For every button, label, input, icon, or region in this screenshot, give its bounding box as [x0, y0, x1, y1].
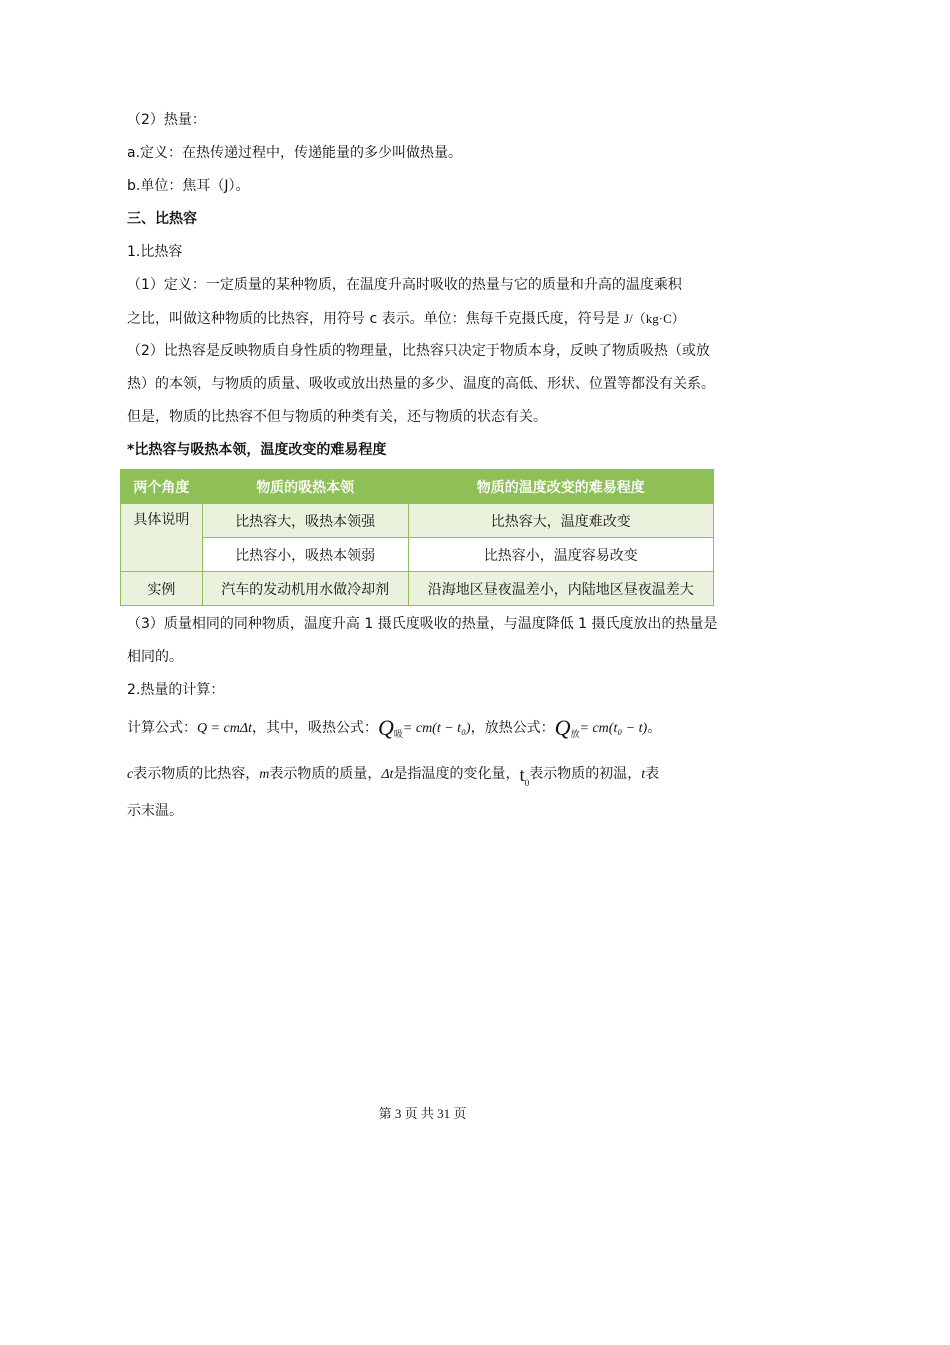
q-release-subscript: 放: [570, 730, 580, 740]
subsection-specific-heat: 1.比热容: [127, 244, 183, 260]
var-t0-sub: 0: [524, 777, 530, 788]
table-cell: 比热容大，温度难改变: [408, 504, 713, 538]
table-cell: 比热容小，吸热本领弱: [202, 538, 408, 572]
paragraph-2: （2）比热容是反映物质自身性质的物理量，比热容只决定于物质本身，反映了物质吸热（或放热）的本领，与物质的质量、吸收或放出热量的多少、温度的高低、形状、位置等都没有关系。但是，物质的比热容不但与物质的种类有关，还与物质的状态有关。: [127, 343, 715, 425]
table-cell: 比热容大，吸热本领强: [202, 504, 408, 538]
var-m: m: [259, 767, 270, 782]
heat-definition: a.定义：在热传递过程中，传递能量的多少叫做热量。: [127, 145, 463, 161]
row-label: 具体说明: [121, 504, 203, 572]
document-body: [127, 104, 719, 467]
desc-text: 是指温度的变化量，: [393, 766, 520, 782]
heat-title: （2）热量：: [127, 112, 206, 128]
desc-text: 表: [645, 766, 660, 782]
var-t0-base: t: [519, 765, 525, 786]
unit-symbol: J/（kg·C）: [624, 311, 685, 326]
formula-end: 。: [647, 720, 662, 736]
table-header-cell: 物质的温度改变的难易程度: [408, 470, 713, 504]
paragraph-3: （3）质量相同的同种物质，温度升高 1 摄氏度吸收的热量，与温度降低 1 摄氏度放出的热量是相同的。: [127, 616, 718, 665]
table-row: [121, 504, 714, 538]
table-header-cell: 两个角度: [121, 470, 203, 504]
q-absorb-symbol: Q: [378, 715, 394, 740]
table-title: *比热容与吸热本领，温度改变的难易程度: [127, 442, 387, 458]
absorb-formula: = cm(t − t₀): [402, 721, 471, 736]
section-heading: 三、比热容: [127, 211, 197, 227]
definition-line-2-text: 之比，叫做这种物质的比热容，用符号 c 表示。单位：焦每千克摄氏度，符号是: [127, 311, 620, 327]
formula-mid-2: ，放热公式：: [470, 720, 555, 736]
formula-main: Q = cmΔt: [197, 721, 252, 736]
formula-label: 计算公式：: [127, 720, 197, 736]
document-body-lower: [127, 608, 719, 707]
desc-text: 表示物质的比热容，: [133, 766, 260, 782]
table-row: [121, 538, 714, 572]
release-formula: = cm(t₀ − t): [579, 721, 648, 736]
var-dt: Δt: [381, 767, 394, 782]
variable-description: [127, 756, 659, 792]
table-row: [121, 572, 714, 606]
desc-text: 表示物质的初温，: [529, 766, 642, 782]
var-t0: [519, 765, 529, 786]
comparison-table: [120, 469, 714, 606]
page-footer: 第 3 页 共 31 页: [378, 1106, 467, 1121]
table-cell: 汽车的发动机用水做冷却剂: [202, 572, 408, 606]
definition-line-1: （1）定义：一定质量的某种物质，在温度升高时吸收的热量与它的质量和升高的温度乘积: [127, 277, 682, 293]
calc-heading: 2.热量的计算：: [127, 682, 225, 698]
q-absorb-subscript: 吸: [393, 730, 403, 740]
var-t: t: [641, 767, 646, 782]
var-c: c: [127, 767, 134, 782]
table-header-cell: 物质的吸热本领: [202, 470, 408, 504]
formula-line: [127, 708, 661, 748]
variable-description-cont: 示末温。: [127, 803, 183, 819]
heat-unit: b.单位：焦耳（J）。: [127, 178, 250, 194]
formula-mid: ，其中，吸热公式：: [252, 720, 378, 736]
desc-text: 表示物质的质量，: [269, 766, 382, 782]
table-header-row: [121, 470, 714, 504]
table-cell: 比热容小，温度容易改变: [408, 538, 713, 572]
row-label: 实例: [121, 572, 203, 606]
definition-line-2: [127, 302, 719, 335]
q-release-symbol: Q: [554, 715, 571, 740]
table-cell: 沿海地区昼夜温差小，内陆地区昼夜温差大: [408, 572, 713, 606]
